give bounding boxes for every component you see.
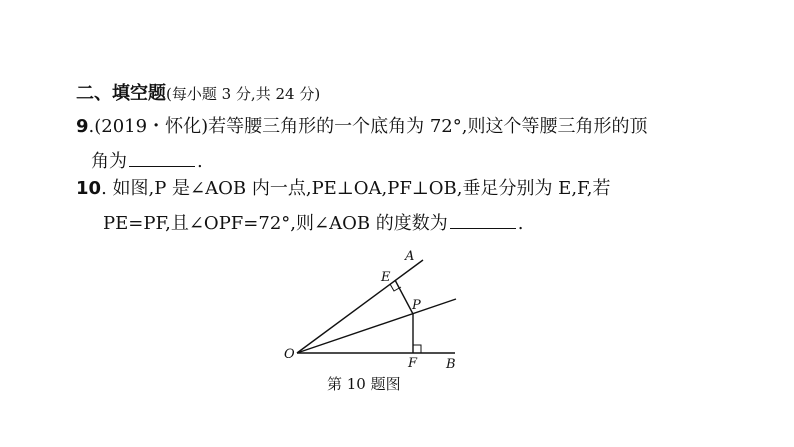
section-title: 二、填空题 <box>76 83 166 104</box>
ray-op <box>297 299 456 353</box>
label-b: B <box>446 357 456 372</box>
question-9-text-2: 角为 <box>91 151 127 172</box>
right-angle-mark-e <box>390 284 401 291</box>
label-e: E <box>381 270 391 285</box>
section-note: (每小题 3 分,共 24 分) <box>166 85 321 103</box>
question-10-end: . <box>517 213 524 234</box>
ray-oa <box>297 260 423 353</box>
label-f: F <box>408 356 418 371</box>
label-o: O <box>284 347 295 362</box>
figure-caption: 第 10 题图 <box>327 375 401 393</box>
question-10-text-2: PE=PF,且∠OPF=72°,则∠AOB 的度数为 <box>103 213 448 234</box>
segment-pe <box>395 280 413 314</box>
label-a: A <box>405 249 415 264</box>
question-10-text: . 如图,P 是∠AOB 内一点,PE⊥OA,PF⊥OB,垂足分别为 E,F,若 <box>101 178 611 199</box>
right-angle-mark-f <box>413 345 421 353</box>
question-9-text: .(2019・怀化)若等腰三角形的一个底角为 72°,则这个等腰三角形的顶 <box>88 116 648 137</box>
label-p: P <box>412 298 421 313</box>
question-9-end: . <box>197 151 203 172</box>
question-10-number: 10 <box>76 178 102 199</box>
question-9-number: 9 <box>76 116 89 137</box>
